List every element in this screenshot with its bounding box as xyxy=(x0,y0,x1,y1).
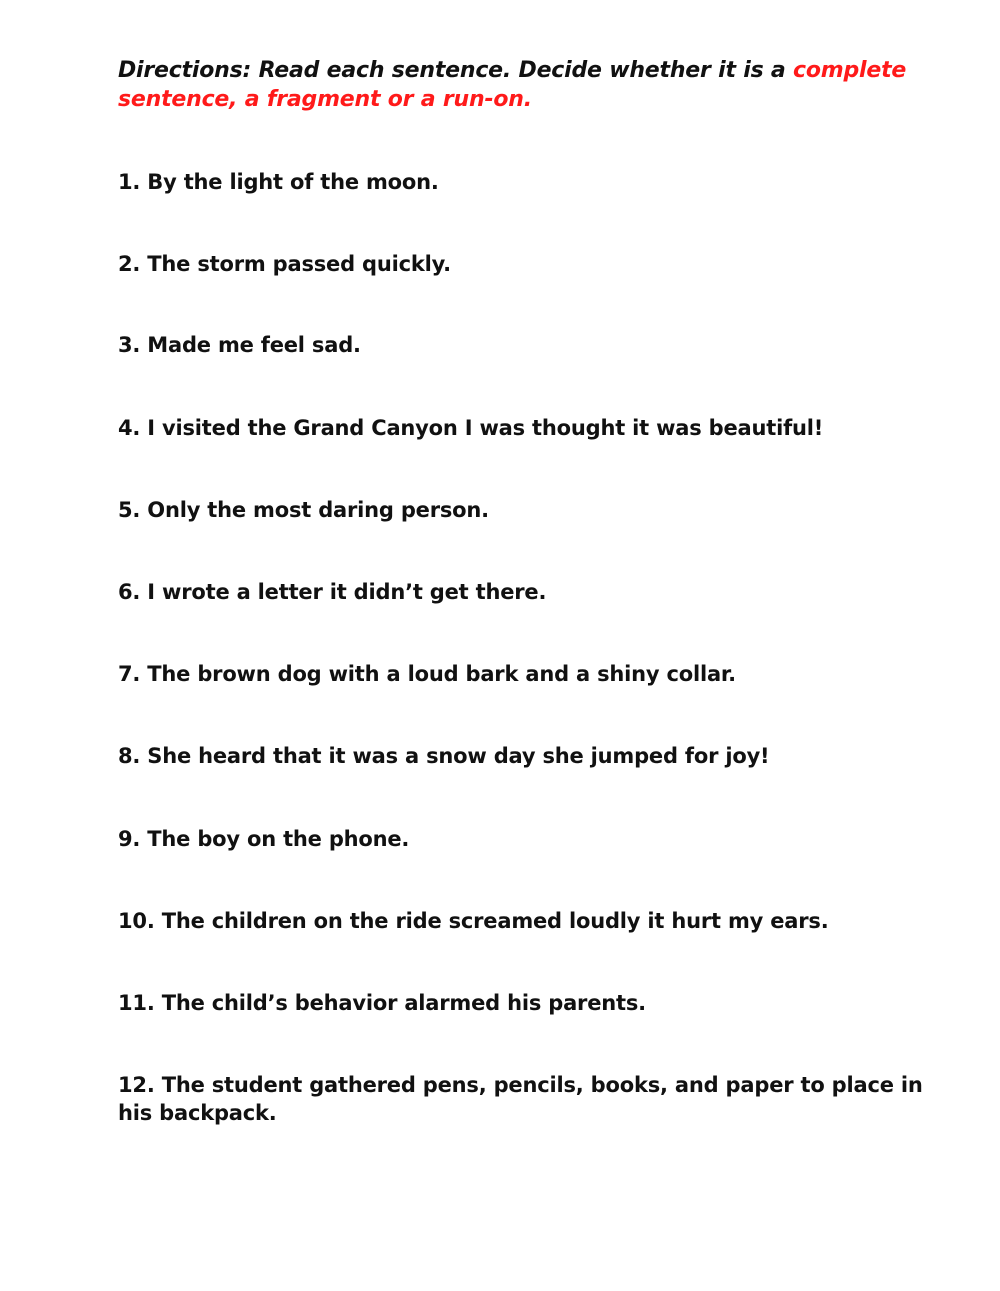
sentence-item-6: 6. I wrote a letter it didn’t get there. xyxy=(118,580,547,604)
sentence-item-12: 12. The student gathered pens, pencils, books, and paper to place in his backpack. xyxy=(118,1073,923,1125)
sentence-item-5: 5. Only the most daring person. xyxy=(118,498,489,522)
sentence-item-2: 2. The storm passed quickly. xyxy=(118,252,451,276)
directions-text xyxy=(118,56,908,114)
sentence-item-11: 11. The child’s behavior alarmed his parents. xyxy=(118,991,646,1015)
sentence-item-7: 7. The brown dog with a loud bark and a shiny collar. xyxy=(118,662,736,686)
directions-emphasis: complete sentence, a fragment or a run-on. xyxy=(118,58,907,112)
sentence-item-1: 1. By the light of the moon. xyxy=(118,170,439,194)
sentence-item-10: 10. The children on the ride screamed loudly it hurt my ears. xyxy=(118,909,829,933)
directions-lead: Directions: Read each sentence. Decide whether it is a xyxy=(118,58,794,83)
sentence-item-4: 4. I visited the Grand Canyon I was thought it was beautiful! xyxy=(118,416,824,440)
sentence-item-8: 8. She heard that it was a snow day she jumped for joy! xyxy=(118,744,770,768)
sentence-item-9: 9. The boy on the phone. xyxy=(118,827,410,851)
sentence-item-3: 3. Made me feel sad. xyxy=(118,333,361,357)
